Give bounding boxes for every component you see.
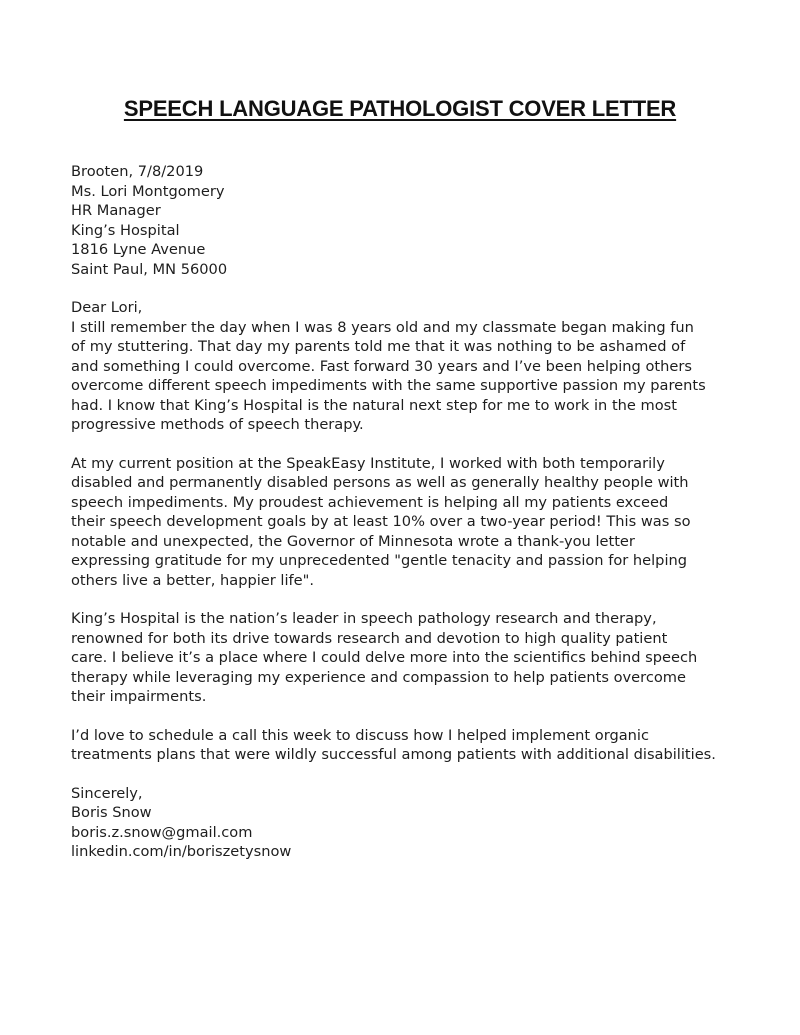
paragraph-line: overcome different speech impediments with the same supportive passion my parents — [71, 377, 706, 394]
letter-body — [71, 162, 736, 862]
paragraph-line: At my current position at the SpeakEasy Institute, I worked with both temporarily — [71, 454, 665, 472]
paragraph-line: King’s Hospital is the nation’s leader in speech pathology research and therapy, — [71, 610, 657, 627]
paragraph-line: speech impediments. My proudest achievement is helping all my patients exceed — [71, 493, 669, 511]
recipient-company: King’s Hospital — [71, 221, 180, 239]
closing: Sincerely, — [71, 784, 143, 802]
recipient-position: HR Manager — [71, 202, 161, 219]
paragraph-line: and something I could overcome. Fast forward 30 years and I’ve been helping others — [71, 357, 692, 375]
recipient-name: Ms. Lori Montgomery — [71, 182, 225, 200]
paragraph-line: notable and unexpected, the Governor of Minnesota wrote a thank-you letter — [71, 532, 635, 550]
paragraph-line: renowned for both its drive towards research and devotion to high quality patient — [71, 629, 668, 647]
recipient-street: 1816 Lyne Avenue — [71, 241, 206, 258]
paragraph-line: treatments plans that were wildly successful among patients with additional disabilities. — [71, 746, 716, 763]
body-paragraph-4 — [71, 726, 736, 765]
signature-email: boris.z.snow@gmail.com — [71, 823, 253, 841]
paragraph-line: I still remember the day when I was 8 years old and my classmate began making fun — [71, 318, 694, 336]
paragraph-line: others live a better, happier life". — [71, 571, 314, 589]
paragraph-line: their speech development goals by at least 10% over a two-year period! This was so — [71, 513, 691, 530]
paragraph-line: their impairments. — [71, 688, 207, 705]
paragraph-line: care. I believe it’s a place where I could delve more into the scientifics behind speech — [71, 649, 698, 666]
paragraph-line: of my stuttering. That day my parents told me that it was nothing to be ashamed of — [71, 338, 686, 355]
paragraph-line: progressive methods of speech therapy. — [71, 416, 364, 433]
recipient-address — [71, 182, 736, 280]
paragraph-line: therapy while leveraging my experience and compassion to help patients overcome — [71, 668, 686, 686]
salutation: Dear Lori, — [71, 299, 143, 316]
signature-linkedin: linkedin.com/in/boriszetysnow — [71, 843, 292, 860]
paragraph-line: expressing gratitude for my unprecedented "gentle tenacity and passion for helping — [71, 552, 688, 569]
signature-block — [71, 803, 736, 862]
body-paragraph-2 — [71, 454, 736, 591]
document-title: SPEECH LANGUAGE PATHOLOGIST COVER LETTER — [123, 96, 677, 121]
recipient-city: Saint Paul, MN 56000 — [71, 260, 228, 278]
body-paragraph-1 — [71, 318, 736, 435]
paragraph-line: I’d love to schedule a call this week to discuss how I helped implement organic — [71, 726, 649, 744]
paragraph-line: disabled and permanently disabled persons as well as generally healthy people with — [71, 474, 689, 491]
body-paragraph-3 — [71, 609, 736, 707]
signature-name: Boris Snow — [71, 804, 152, 821]
date-line: Brooten, 7/8/2019 — [71, 163, 204, 180]
paragraph-line: had. I know that King’s Hospital is the natural next step for me to work in the most — [71, 396, 678, 414]
